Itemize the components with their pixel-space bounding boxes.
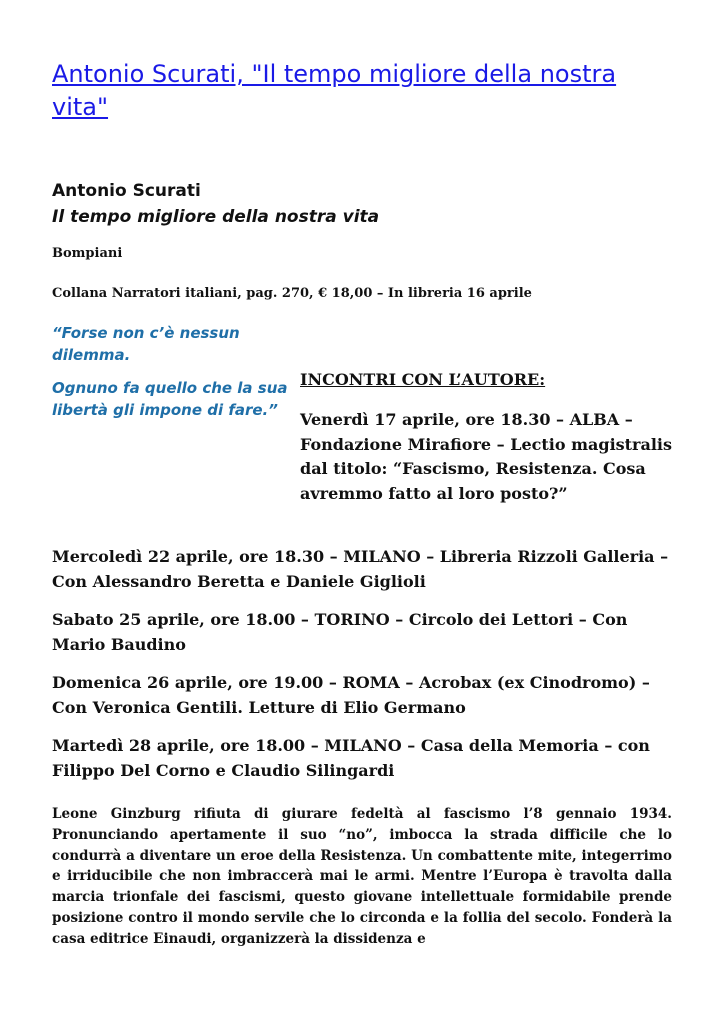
events-heading: INCONTRI CON L’AUTORE: bbox=[300, 370, 546, 389]
event-item: Domenica 26 aprile, ore 19.00 – ROMA – Acrobax (ex Cinodromo) – Con Veronica Gentili. Letture di Elio Germano bbox=[52, 673, 650, 717]
book-publisher: Bompiani bbox=[52, 246, 123, 261]
book-series-info: Collana Narratori italiani, pag. 270, € 18,00 – In libreria 16 aprile bbox=[52, 286, 532, 301]
book-author: Antonio Scurati bbox=[52, 181, 201, 201]
event-item: Sabato 25 aprile, ore 18.00 – TORINO – Circolo dei Lettori – Con Mario Baudino bbox=[52, 610, 628, 654]
event-item: Venerdì 17 aprile, ore 18.30 – ALBA – Fondazione Mirafiore – Lectio magistralis dal titolo: “Fascismo, Resistenza. Cosa avremmo fatto al loro posto?” bbox=[300, 410, 673, 503]
body-paragraph: Leone Ginzburg rifiuta di giurare fedeltà al fascismo l’8 gennaio 1934. Pronunciando apertamente il suo “no”, imbocca la strada difficile che lo condurrà a diventare un eroe della Resistenza. Un combattente mite, integerrimo e irriducibile che non imbraccerà mai le armi. Mentre l’Europa è travolta dalla marcia trionfale dei fascismi, questo giovane intellettuale formidabile prende posizione contro il mondo servile che lo circonda e la follia del secolo. Fonderà la casa editrice Einaudi, organizzerà la dissidenza e bbox=[52, 806, 672, 947]
quote-line: “Forse non c’è nessun dilemma. bbox=[52, 324, 240, 364]
book-title: Il tempo migliore della nostra vita bbox=[52, 207, 380, 227]
pull-quote bbox=[52, 322, 302, 432]
event-item: Martedì 28 aprile, ore 18.00 – MILANO – Casa della Memoria – con Filippo Del Corno e Claudio Silingardi bbox=[52, 736, 650, 780]
quote-line: Ognuno fa quello che la sua libertà gli impone di fare.” bbox=[52, 379, 288, 419]
event-item: Mercoledì 22 aprile, ore 18.30 – MILANO – Libreria Rizzoli Galleria – Con Alessandro Beretta e Daniele Giglioli bbox=[52, 547, 669, 591]
page-title-link[interactable]: Antonio Scurati, "Il tempo migliore della nostra vita" bbox=[52, 60, 617, 121]
events-list bbox=[52, 545, 674, 797]
